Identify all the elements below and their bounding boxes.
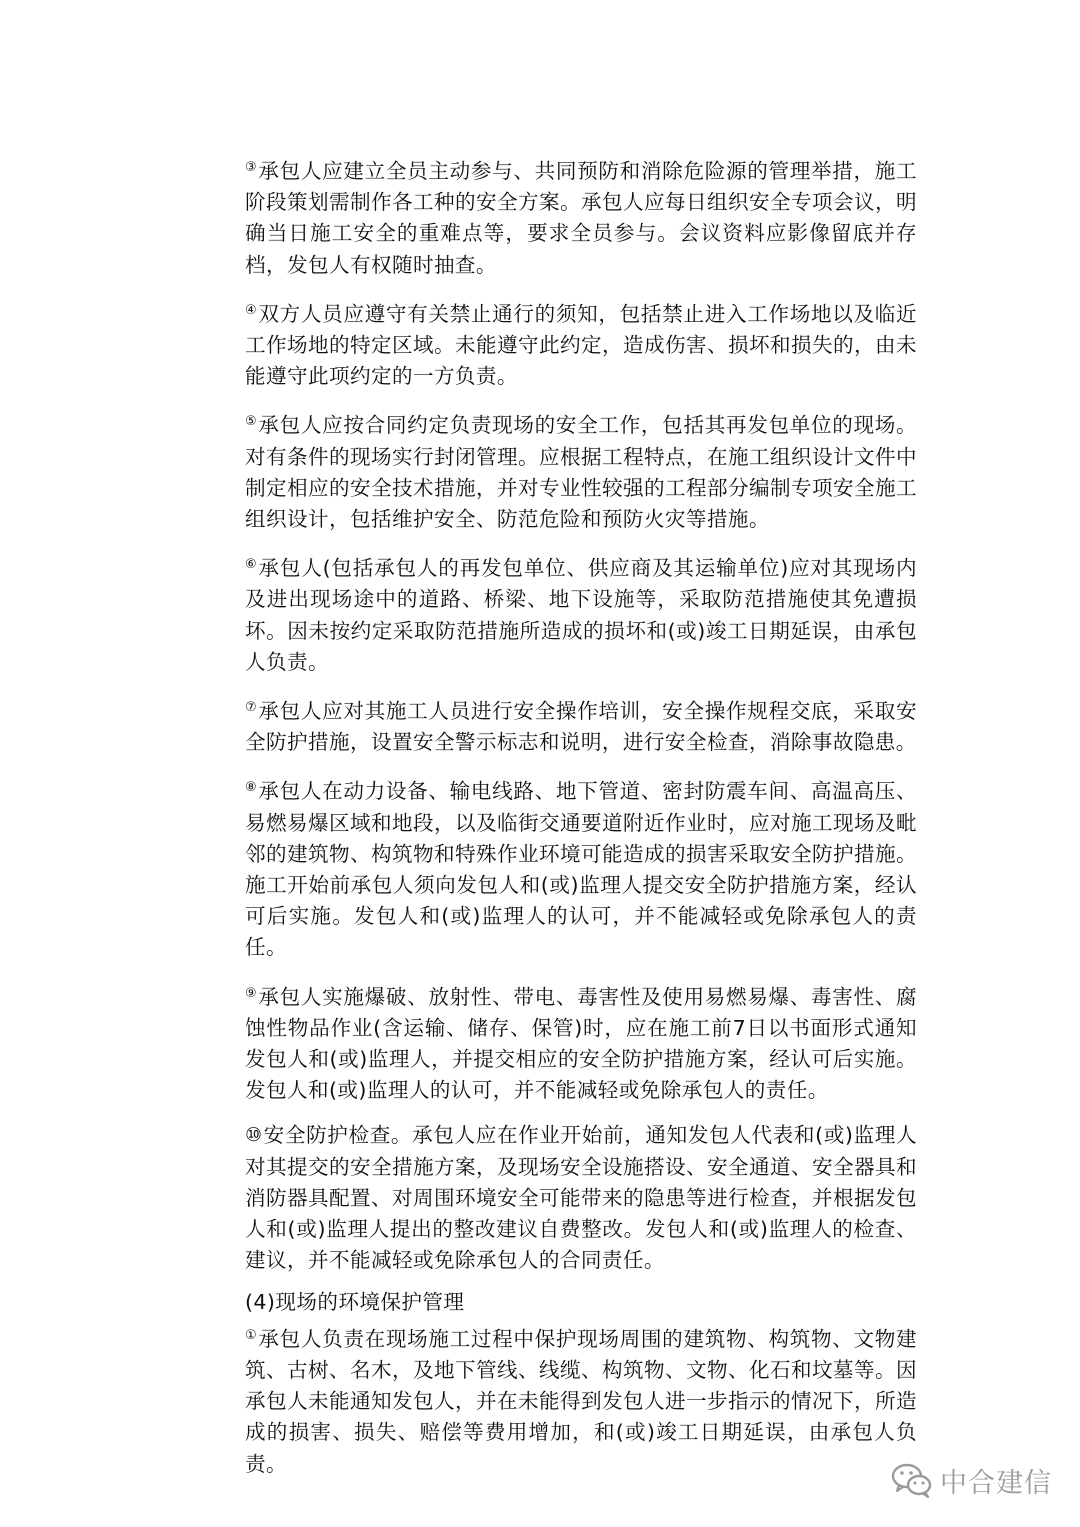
paragraph-text: 承包人在动力设备、输电线路、地下管道、密封防震车间、高温高压、易燃易爆区域和地段，以及临街交通要道附近作业时，应对施工现场及毗邻的建筑物、构筑物和特殊作业环境可能造成的损害采取安全防护措施。施工开始前承包人须向发包人和(或)监理人提交安全防护措施方案，经认可后实施。发包人和(或)监理人的认可，并不能减轻或免除承包人的责任。: [245, 779, 917, 960]
paragraph-text: 双方人员应遵守有关禁止通行的须知，包括禁止进入工作场地以及临近工作场地的特定区域。未能遵守此约定，造成伤害、损坏和损失的，由未能遵守此项约定的一方负责。: [245, 301, 917, 389]
item-number: ①: [245, 1327, 258, 1343]
watermark-text: 中合建信: [940, 1467, 1052, 1499]
paragraph-text: 安全防护检查。承包人应在作业开始前，通知发包人代表和(或)监理人对其提交的安全措施方案，及现场安全设施搭设、安全通道、安全器具和消防器具配置、对周围环境安全可能带来的隐患等进行检查，并根据发包人和(或)监理人提出的整改建议自费整改。发包人和(或)监理人的检查、建议，并不能减轻或免除承包人的合同责任。: [245, 1123, 917, 1273]
paragraph-env-1: [245, 1320, 917, 1480]
paragraph-text: 承包人应建立全员主动参与、共同预防和消除危险源的管理举措，施工阶段策划需制作各工种的安全方案。承包人应每日组织安全专项会议，明确当日施工安全的重难点等，要求全员参与。会议资料应影像留底并存档，发包人有权随时抽查。: [245, 159, 917, 277]
item-number: ⑧: [245, 780, 258, 796]
item-number: ⑩: [245, 1124, 263, 1147]
paragraph-text: 承包人(包括承包人的再发包单位、供应商及其运输单位)应对其现场内及进出现场途中的道路、桥梁、地下设施等，采取防范措施使其免遭损坏。因未按约定采取防范措施所造成的损坏和(或)竣工日期延误，由承包人负责。: [245, 556, 917, 674]
paragraph-text: 承包人应对其施工人员进行安全操作培训，安全操作规程交底，采取安全防护措施，设置安全警示标志和说明，进行安全检查，消除事故隐患。: [245, 699, 917, 755]
watermark: [890, 1455, 1060, 1505]
wechat-icon: [890, 1460, 934, 1500]
paragraph-4: [245, 295, 917, 393]
paragraph-7: [245, 692, 917, 758]
section-heading: (4)现场的环境保护管理: [245, 1289, 465, 1314]
paragraph-text: 承包人应按合同约定负责现场的安全工作，包括其再发包单位的现场。对有条件的现场实行封闭管理。应根据工程特点，在施工组织设计文件中制定相应的安全技术措施，并对专业性较强的工程部分编制专项安全施工组织设计，包括维护安全、防范危险和预防火灾等措施。: [245, 413, 917, 532]
paragraph-6: [245, 549, 917, 678]
item-number: ⑨: [245, 985, 258, 1001]
paragraph-3: [245, 152, 917, 281]
item-number: ⑥: [245, 557, 258, 573]
paragraph-9: [245, 978, 917, 1107]
paragraph-text: 承包人负责在现场施工过程中保护现场周围的建筑物、构筑物、文物建筑、古树、名木，及地下管线、线缆、构筑物、文物、化石和坟墓等。因承包人未能通知发包人，并在未能得到发包人进一步指示的情况下，所造成的损害、损失、赔偿等费用增加，和(或)竣工日期延误，由承包人负责。: [245, 1326, 917, 1476]
item-number: ③: [245, 160, 258, 175]
item-number: ⑤: [245, 414, 258, 430]
paragraph-5: [245, 406, 917, 535]
paragraph-10: [245, 1120, 917, 1276]
paragraph-8: [245, 772, 917, 963]
item-number: ⑦: [245, 700, 258, 716]
item-number: ④: [245, 302, 258, 318]
paragraph-text: 承包人实施爆破、放射性、带电、毒害性及使用易燃易爆、毒害性、腐蚀性物品作业(含运输、储存、保管)时，应在施工前7日以书面形式通知发包人和(或)监理人，并提交相应的安全防护措施方案，经认可后实施。发包人和(或)监理人的认可，并不能减轻或免除承包人的责任。: [245, 984, 917, 1103]
document-page: [245, 152, 917, 1494]
